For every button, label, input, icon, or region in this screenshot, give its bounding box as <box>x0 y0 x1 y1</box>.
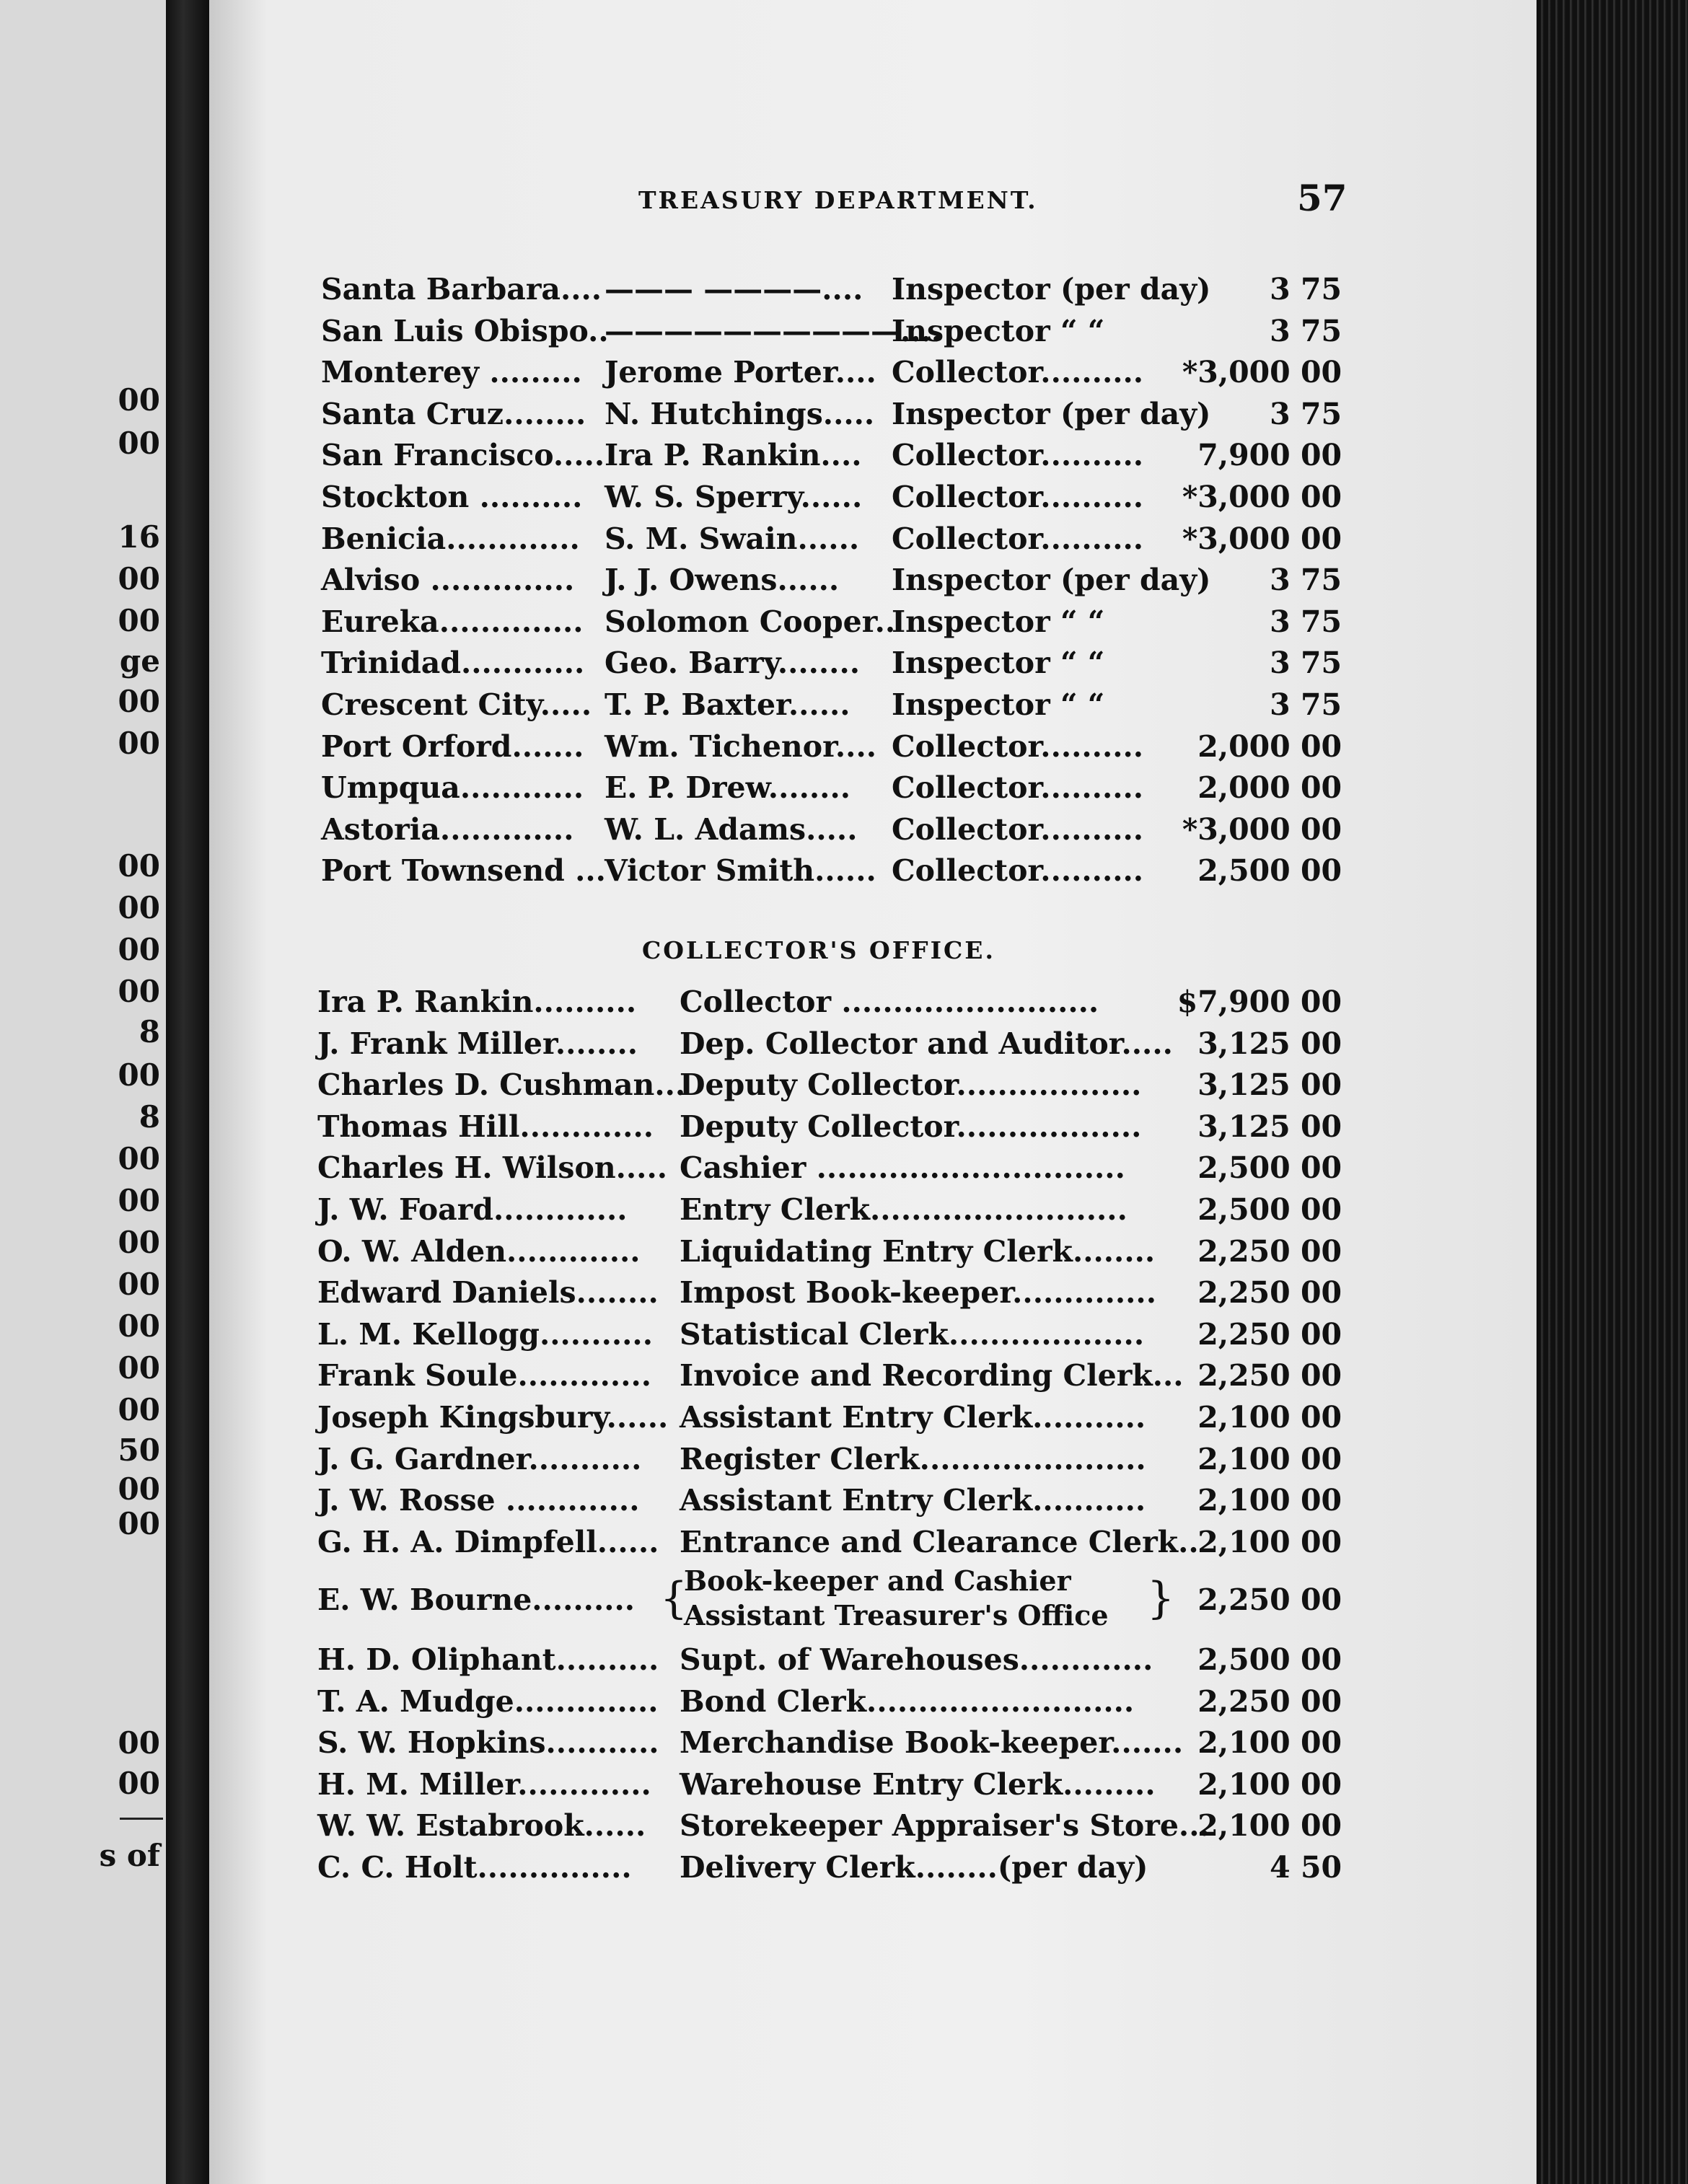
district-officer: E. P. Drew........ <box>605 770 850 806</box>
staff-amount: 2,250 00 <box>1197 1683 1342 1719</box>
district-row <box>0 601 1688 643</box>
district-place: Port Orford....... <box>321 728 584 764</box>
staff-row <box>0 1805 1688 1846</box>
district-place: San Francisco..... <box>321 438 605 473</box>
district-place: Port Townsend ... <box>321 853 606 889</box>
district-place: Monterey ......... <box>321 355 582 390</box>
margin-fragment: 8 <box>139 1099 160 1135</box>
district-place: Umpqua............ <box>321 770 584 806</box>
district-officer: Jerome Porter.... <box>605 355 876 390</box>
district-row <box>0 809 1688 850</box>
staff-row <box>0 1681 1688 1722</box>
staff-position <box>684 1564 1109 1633</box>
staff-row <box>0 981 1688 1023</box>
staff-name: E. W. Bourne.......... <box>317 1582 636 1617</box>
staff-row <box>0 1230 1688 1272</box>
staff-amount: $7,900 00 <box>1177 985 1342 1019</box>
staff-row <box>0 1106 1688 1148</box>
district-row <box>0 642 1688 684</box>
staff-position: Register Clerk...................... <box>680 1441 1146 1476</box>
district-amount: 2,500 00 <box>1197 853 1342 889</box>
staff-row <box>0 1355 1688 1396</box>
district-office: Collector.......... <box>892 355 1144 390</box>
district-place: Alviso .............. <box>321 563 575 598</box>
staff-row <box>0 1639 1688 1681</box>
district-officer: W. S. Sperry...... <box>605 480 863 514</box>
margin-fragment: 00 <box>118 426 160 461</box>
district-place: Stockton .......... <box>321 480 583 514</box>
district-amount: 3 75 <box>1270 396 1342 431</box>
margin-fragment: 00 <box>118 1766 160 1801</box>
staff-row <box>0 1521 1688 1563</box>
staff-position: Deputy Collector.................. <box>680 1109 1142 1144</box>
staff-position: Cashier .............................. <box>680 1150 1125 1186</box>
margin-fragment: 00 <box>118 974 160 1009</box>
district-office: Collector.......... <box>892 728 1144 764</box>
district-amount: *3,000 00 <box>1182 811 1342 847</box>
district-office: Inspector “ “ <box>892 687 1105 722</box>
margin-fragment: 00 <box>118 1225 160 1260</box>
staff-position: Entrance and Clearance Clerk.. <box>680 1524 1199 1559</box>
margin-fragment: 00 <box>118 1350 160 1386</box>
staff-amount: 3,125 00 <box>1197 1109 1342 1144</box>
margin-fragment: 00 <box>118 890 160 925</box>
margin-fragment: 00 <box>118 932 160 967</box>
margin-fragment: 00 <box>118 1183 160 1218</box>
district-place: Crescent City..... <box>321 687 592 722</box>
staff-position: Statistical Clerk................... <box>680 1316 1145 1352</box>
margin-fragment: 16 <box>118 519 160 555</box>
district-row <box>0 310 1688 352</box>
staff-amount: 2,250 00 <box>1197 1233 1342 1269</box>
district-amount: 3 75 <box>1270 604 1342 639</box>
district-amount: 3 75 <box>1270 313 1342 348</box>
staff-position: Deputy Collector.................. <box>680 1067 1142 1103</box>
district-row <box>0 559 1688 601</box>
margin-fragment: 00 <box>118 1308 160 1344</box>
staff-position: Storekeeper Appraiser's Store... <box>680 1808 1210 1844</box>
district-row <box>0 767 1688 809</box>
district-officer: S. M. Swain...... <box>605 521 860 556</box>
staff-position: Impost Book-keeper.............. <box>680 1275 1156 1311</box>
margin-fragment: 00 <box>118 1057 160 1093</box>
district-place: Trinidad............ <box>321 646 585 681</box>
staff-position: Assistant Entry Clerk........... <box>680 1400 1146 1435</box>
district-officer: Victor Smith...... <box>605 853 876 889</box>
district-amount: *3,000 00 <box>1182 521 1342 556</box>
district-amount: 7,900 00 <box>1197 438 1342 473</box>
staff-row <box>0 1023 1688 1065</box>
staff-name: C. C. Holt............... <box>317 1850 632 1885</box>
staff-row <box>0 1846 1688 1888</box>
district-row <box>0 434 1688 476</box>
margin-fragment: 00 <box>118 684 160 719</box>
staff-name: T. A. Mudge.............. <box>317 1683 659 1719</box>
staff-position: Supt. of Warehouses............. <box>680 1642 1153 1677</box>
staff-name: Charles H. Wilson..... <box>317 1150 667 1186</box>
district-officer: N. Hutchings..... <box>605 396 875 431</box>
staff-amount: 2,250 00 <box>1197 1275 1342 1311</box>
margin-fragment: 00 <box>118 382 160 418</box>
staff-name: J. G. Gardner........... <box>317 1441 642 1476</box>
district-place: Santa Barbara.... <box>321 272 602 307</box>
staff-amount: 2,500 00 <box>1197 1642 1342 1677</box>
district-officer: T. P. Baxter...... <box>605 687 850 722</box>
margin-fragment: 00 <box>118 1141 160 1176</box>
staff-position: Warehouse Entry Clerk......... <box>680 1766 1156 1802</box>
district-amount: *3,000 00 <box>1182 355 1342 390</box>
staff-row <box>0 1438 1688 1480</box>
district-amount: *3,000 00 <box>1182 480 1342 514</box>
staff-amount: 2,100 00 <box>1197 1441 1342 1476</box>
district-row <box>0 684 1688 726</box>
staff-amount: 2,100 00 <box>1197 1725 1342 1761</box>
staff-name: Ira P. Rankin.......... <box>317 985 637 1019</box>
margin-fragment: 00 <box>118 561 160 596</box>
staff-name: Frank Soule............. <box>317 1358 652 1393</box>
district-office: Inspector “ “ <box>892 646 1105 681</box>
staff-row <box>0 1313 1688 1355</box>
staff-row <box>0 1064 1688 1106</box>
district-amount: 3 75 <box>1270 563 1342 598</box>
margin-fragment: 00 <box>118 1471 160 1507</box>
staff-name: S. W. Hopkins........... <box>317 1725 659 1761</box>
staff-name: Edward Daniels........ <box>317 1275 659 1311</box>
district-place: Eureka.............. <box>321 604 584 639</box>
district-amount: 2,000 00 <box>1197 770 1342 806</box>
district-office: Collector.......... <box>892 853 1144 889</box>
district-office: Inspector (per day) <box>892 563 1211 598</box>
district-row <box>0 393 1688 435</box>
staff-name: Joseph Kingsbury...... <box>317 1400 669 1435</box>
staff-name: J. Frank Miller........ <box>317 1026 638 1061</box>
margin-fragment: s of <box>99 1838 160 1873</box>
staff-row <box>0 1147 1688 1189</box>
district-officer: J. J. Owens...... <box>605 563 840 598</box>
staff-row <box>0 1479 1688 1521</box>
district-officer: ——— ————.... <box>605 272 863 307</box>
staff-position: Dep. Collector and Auditor..... <box>680 1026 1173 1061</box>
district-office: Inspector “ “ <box>892 604 1105 639</box>
district-officer: Ira P. Rankin.... <box>605 438 862 473</box>
staff-position: Liquidating Entry Clerk........ <box>680 1233 1156 1269</box>
section-title: COLLECTOR'S OFFICE. <box>642 936 995 964</box>
district-officer: Solomon Cooper.. <box>605 604 896 639</box>
district-row <box>0 850 1688 891</box>
staff-amount: 2,100 00 <box>1197 1808 1342 1844</box>
district-office: Inspector (per day) <box>892 272 1211 307</box>
margin-fragment: 00 <box>118 726 160 761</box>
staff-amount: 2,100 00 <box>1197 1524 1342 1559</box>
district-amount: 3 75 <box>1270 687 1342 722</box>
staff-amount: 2,100 00 <box>1197 1400 1342 1435</box>
position-line-2: Assistant Treasurer's Office <box>684 1599 1109 1632</box>
district-officer: Wm. Tichenor.... <box>605 728 877 764</box>
district-office: Inspector (per day) <box>892 396 1211 431</box>
staff-amount: 3,125 00 <box>1197 1026 1342 1061</box>
district-row <box>0 351 1688 393</box>
district-place: Benicia............. <box>321 521 580 556</box>
staff-amount: 4 50 <box>1270 1850 1342 1885</box>
staff-position: Assistant Entry Clerk........... <box>680 1483 1146 1518</box>
staff-position: Collector ......................... <box>680 985 1099 1019</box>
staff-name: J. W. Rosse ............. <box>317 1483 640 1518</box>
running-header: TREASURY DEPARTMENT. <box>638 186 1038 214</box>
district-place: San Luis Obispo.. <box>321 313 609 348</box>
staff-amount: 2,100 00 <box>1197 1766 1342 1802</box>
district-officer: Geo. Barry........ <box>605 646 861 681</box>
staff-position: Invoice and Recording Clerk... <box>680 1358 1184 1393</box>
staff-row <box>0 1189 1688 1230</box>
staff-name: Thomas Hill............. <box>317 1109 654 1144</box>
staff-row <box>0 1722 1688 1764</box>
margin-fragment: 8 <box>139 1014 160 1049</box>
staff-name: O. W. Alden............. <box>317 1233 641 1269</box>
margin-fragment: 00 <box>118 603 160 638</box>
staff-position: Entry Clerk......................... <box>680 1192 1127 1227</box>
staff-amount: 2,250 00 <box>1197 1358 1342 1393</box>
margin-fragment: 00 <box>118 1506 160 1541</box>
staff-amount: 3,125 00 <box>1197 1067 1342 1103</box>
staff-name: G. H. A. Dimpfell...... <box>317 1524 659 1559</box>
district-row <box>0 268 1688 310</box>
margin-fragment: 50 <box>118 1432 160 1468</box>
staff-amount: 2,250 00 <box>1197 1582 1342 1617</box>
bourne-entry <box>0 1564 1688 1643</box>
district-row <box>0 726 1688 767</box>
left-brace: { <box>660 1573 688 1624</box>
staff-row <box>0 1764 1688 1805</box>
district-office: Collector.......... <box>892 770 1144 806</box>
district-office: Collector.......... <box>892 480 1144 514</box>
page-number: 57 <box>1297 177 1348 219</box>
district-officer: ——————————.... <box>605 313 942 348</box>
margin-fragment: 00 <box>118 848 160 884</box>
margin-fragment: 00 <box>118 1392 160 1427</box>
staff-position: Delivery Clerk........(per day) <box>680 1850 1148 1885</box>
margin-fragment: ge <box>119 643 160 679</box>
staff-name: H. D. Oliphant.......... <box>317 1642 659 1677</box>
district-office: Collector.......... <box>892 521 1144 556</box>
staff-position: Bond Clerk.......................... <box>680 1683 1135 1719</box>
staff-row <box>0 1272 1688 1313</box>
district-amount: 2,000 00 <box>1197 728 1342 764</box>
staff-name: W. W. Estabrook...... <box>317 1808 646 1844</box>
district-amount: 3 75 <box>1270 272 1342 307</box>
staff-amount: 2,100 00 <box>1197 1483 1342 1518</box>
staff-amount: 2,250 00 <box>1197 1316 1342 1352</box>
district-place: Santa Cruz........ <box>321 396 586 431</box>
position-line-1: Book-keeper and Cashier <box>684 1564 1071 1597</box>
staff-position: Merchandise Book-keeper....... <box>680 1725 1184 1761</box>
district-officer: W. L. Adams..... <box>605 811 858 847</box>
staff-amount: 2,500 00 <box>1197 1192 1342 1227</box>
margin-fragment: 00 <box>118 1267 160 1302</box>
staff-name: H. M. Miller............. <box>317 1766 651 1802</box>
staff-name: J. W. Foard............. <box>317 1192 628 1227</box>
staff-row <box>0 1396 1688 1438</box>
staff-name: Charles D. Cushman... <box>317 1067 686 1103</box>
staff-name: L. M. Kellogg........... <box>317 1316 653 1352</box>
district-office: Collector.......... <box>892 438 1144 473</box>
staff-amount: 2,500 00 <box>1197 1150 1342 1186</box>
district-office: Inspector “ “ <box>892 313 1105 348</box>
district-row <box>0 476 1688 518</box>
margin-fragment: 00 <box>118 1725 160 1761</box>
right-brace: } <box>1147 1573 1175 1624</box>
district-amount: 3 75 <box>1270 646 1342 681</box>
district-row <box>0 518 1688 560</box>
district-office: Collector.......... <box>892 811 1144 847</box>
district-place: Astoria............. <box>321 811 574 847</box>
